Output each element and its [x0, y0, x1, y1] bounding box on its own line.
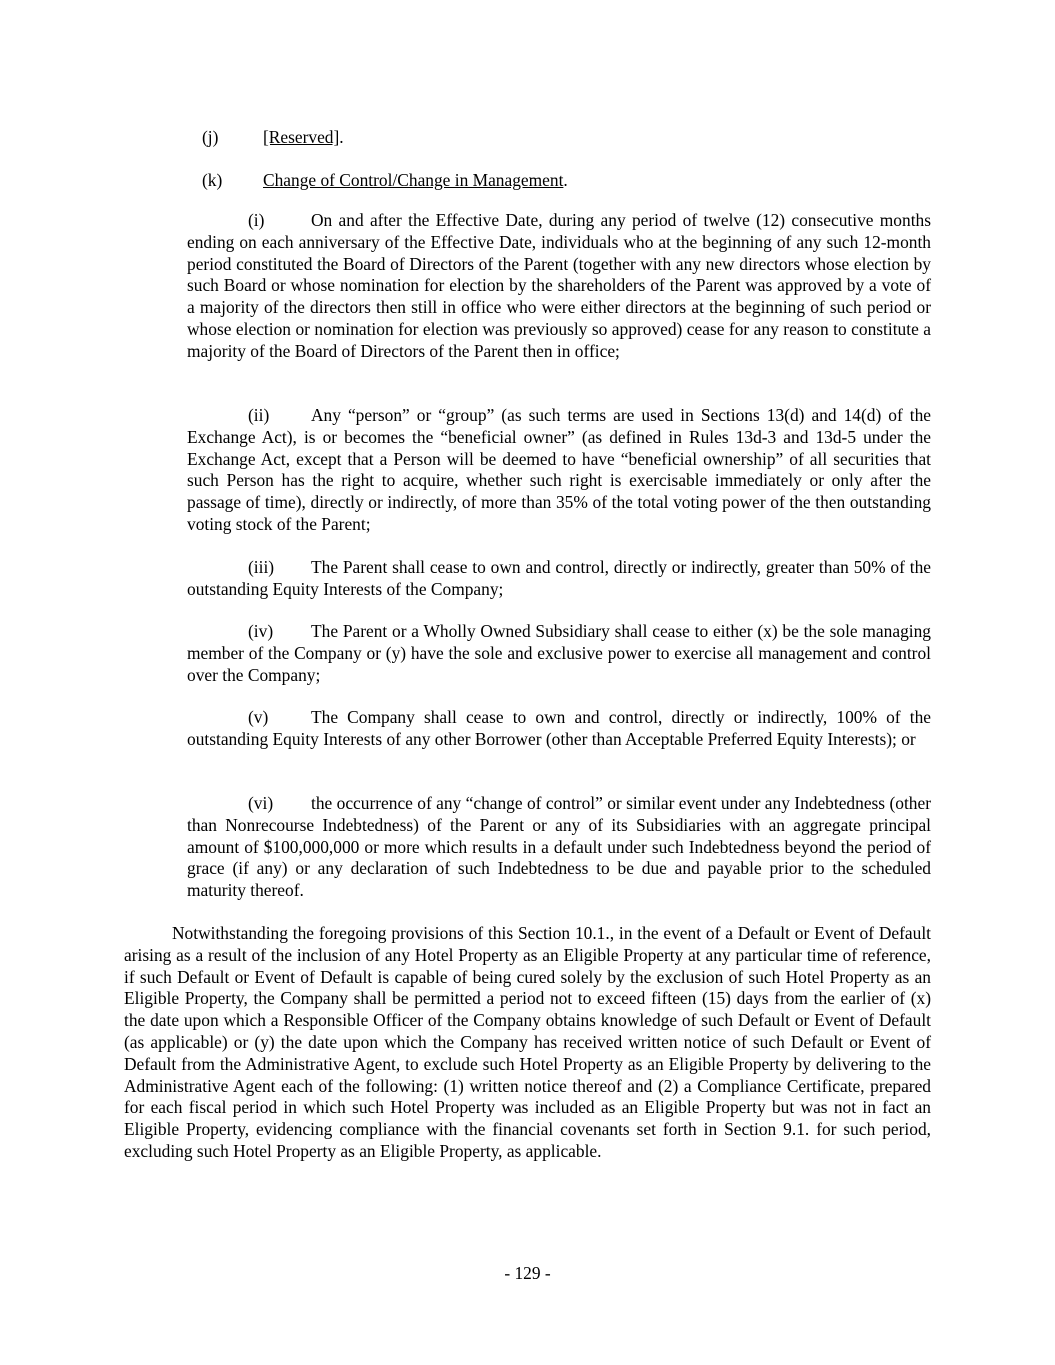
page-number: - 129 - [504, 1263, 551, 1283]
closing-paragraph: Notwithstanding the foregoing provisions of this Section 10.1., in the event of a Default or Event of Default arising as a result of the inclusion of any Hotel Property as an Eligible Property at any particular time of reference, if such Default or Event of Default is capable of being cured solely by the exclusion of such Hotel Property as an Eligible Property, the Company shall be permitted a period not to exceed fifteen (15) days from the earlier of (x) the date upon which a Responsible Officer of the Company obtains knowledge of such Default or Event of Default (as applicable) or (y) the date upon which the Company has received written notice of such Default or Event of Default from the Administrative Agent, to exclude such Hotel Property as an Eligible Property by delivering to the Administrative Agent each of the following: (1) written notice thereof and (2) a Compliance Certificate, prepared for each fiscal period in which such Hotel Property was included as an Eligible Property but was not in fact an Eligible Property, evidencing compliance with the financial covenants set forth in Section 9.1. for such period, excluding such Hotel Property as an Eligible Property, as applicable. [124, 923, 931, 1161]
clause-number: (iii) [248, 557, 275, 577]
heading-trail: . [563, 170, 568, 190]
clause-ii [187, 405, 931, 536]
clause-vi [187, 793, 931, 902]
clause-text: Any “person” or “group” (as such terms are used in Sections 13(d) and 14(d) of the Exchange Act), is or becomes the “beneficial owner” (as defined in Rules 13d-3 and 13d-5 under the Exchange Act, except that a Person will be deemed to have “beneficial ownership” of all securities that such Person has the right to acquire, whether such right is exercisable immediately or only after the passage of time), directly or indirectly, of more than 35% of the total voting power of the then outstanding voting stock of the Parent; [187, 405, 931, 534]
clause-number: (i) [248, 210, 265, 230]
heading-number: (k) [202, 170, 223, 190]
clause-text: The Parent shall cease to own and control, directly or indirectly, greater than 50% of the outstanding Equity Interests of the Company; [187, 557, 931, 599]
clause-v [187, 707, 931, 751]
heading-title: [Reserved] [263, 127, 340, 147]
clause-number: (ii) [248, 405, 270, 425]
heading-k [202, 169, 568, 191]
clause-i [187, 210, 931, 363]
clause-text: The Parent or a Wholly Owned Subsidiary shall cease to either (x) be the sole managing member of the Company or (y) have the sole and exclusive power to exercise all management and control over the Company; [187, 621, 931, 685]
clause-iii [187, 557, 931, 601]
clause-number: (iv) [248, 621, 274, 641]
heading-number: (j) [202, 127, 219, 147]
clause-text: the occurrence of any “change of control” or similar event under any Indebtedness (other than Nonrecourse Indebtedness) of the Parent or any of its Subsidiaries with an aggregate principal amount of $100,000,000 or more which results in a default under such Indebtedness beyond the period of grace (if any) or any declaration of such Indebtedness to be due and payable prior to the scheduled maturity thereof. [187, 793, 931, 901]
clause-number: (vi) [248, 793, 274, 813]
clause-text: The Company shall cease to own and control, directly or indirectly, 100% of the outstanding Equity Interests of any other Borrower (other than Acceptable Preferred Equity Interests); or [187, 707, 931, 749]
clause-number: (v) [248, 707, 269, 727]
clause-iv [187, 621, 931, 686]
heading-j [202, 126, 344, 148]
heading-title: Change of Control/Change in Management [263, 170, 564, 190]
heading-trail: . [339, 127, 344, 147]
clause-text: On and after the Effective Date, during any period of twelve (12) consecutive months ending on each anniversary of the Effective Date, individuals who at the beginning of any such 12-month period constituted the Board of Directors of the Parent (together with any new directors whose election by such Board or whose nomination for election by the shareholders of the Parent was approved by a vote of a majority of the directors then still in office who were either directors at the beginning of such period or whose election or nomination for election was previously so approved) cease for any reason to constitute a majority of the Board of Directors of the Parent then in office; [187, 210, 931, 361]
